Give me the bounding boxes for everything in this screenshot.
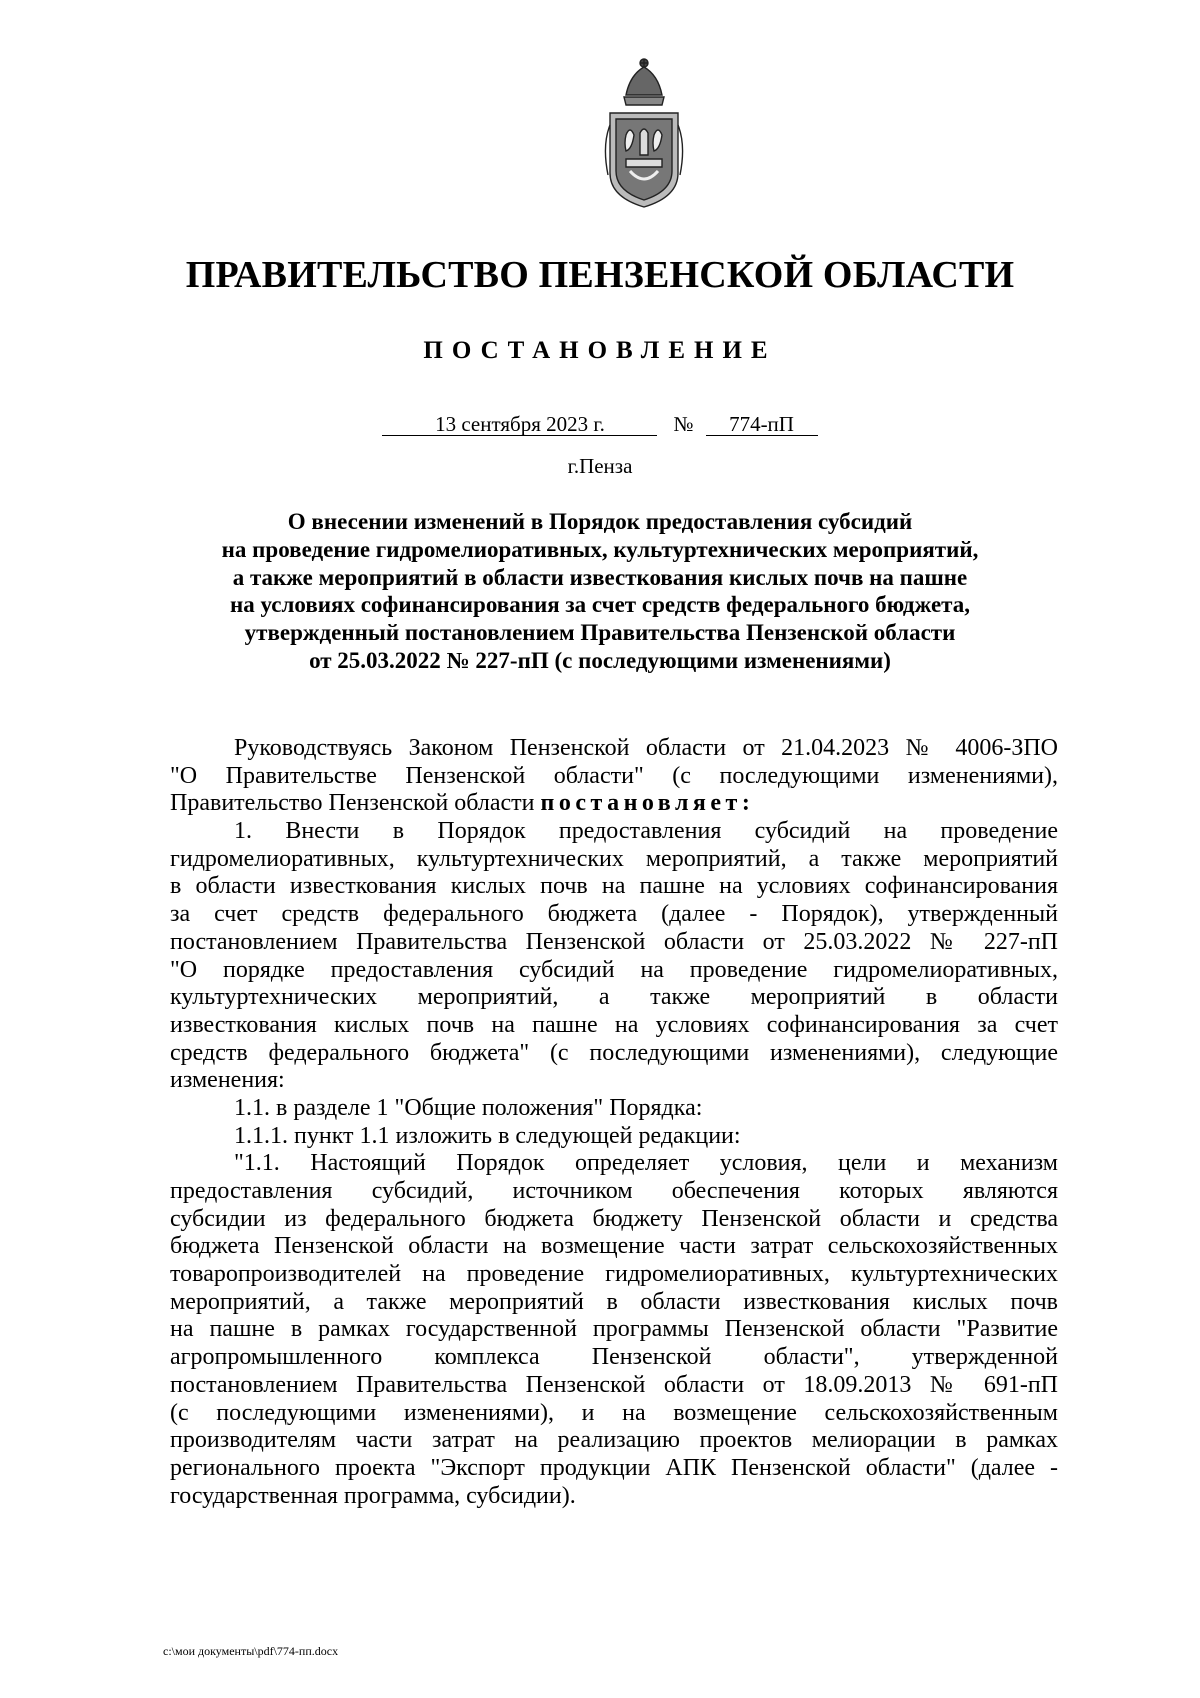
title-line: на проведение гидромелиоративных, культуртехнических мероприятий, xyxy=(221,536,979,562)
document-body xyxy=(170,735,1058,1510)
body-line: "О порядке предоставления субсидий на проведение гидромелиоративных, xyxy=(170,956,1058,983)
file-path-footer: c:\мои документы\pdf\774-пп.docx xyxy=(163,1644,339,1658)
document-title xyxy=(150,508,1050,675)
body-line: 1.1. в разделе 1 "Общие положения" Порядка: xyxy=(234,1094,703,1121)
body-line: "1.1. Настоящий Порядок определяет условия, цели и механизм xyxy=(234,1150,1058,1177)
title-line: от 25.03.2022 № 227-пП (с последующими изменениями) xyxy=(309,647,891,673)
body-line: 1.1.1. пункт 1.1 изложить в следующей редакции: xyxy=(234,1122,741,1149)
body-line: культуртехнических мероприятий, а также мероприятий в области xyxy=(170,984,1058,1011)
body-line: гидромелиоративных, культуртехнических мероприятий, а также мероприятий xyxy=(170,845,1058,872)
government-text: Правительство Пензенской области xyxy=(170,790,535,817)
body-line: агропромышленного комплекса Пензенской области", утвержденной xyxy=(170,1344,1058,1371)
body-line: на пашне в рамках государственной программы Пензенской области "Развитие xyxy=(170,1316,1058,1343)
body-line: известкования кислых почв на пашне на условиях софинансирования за счет xyxy=(170,1011,1058,1038)
body-line: постановлением Правительства Пензенской области от 25.03.2022 № 227-пП xyxy=(170,928,1058,955)
body-line: изменения: xyxy=(170,1067,285,1094)
number-sign: № xyxy=(673,412,694,436)
body-line: постановлением Правительства Пензенской области от 18.09.2013 № 691-пП xyxy=(170,1371,1058,1398)
body-line: за счет средств федерального бюджета (далее - Порядок), утвержденный xyxy=(170,901,1058,928)
body-line: государственная программа, субсидии). xyxy=(170,1482,576,1509)
body-line: субсидии из федерального бюджета бюджету Пензенской области и средства xyxy=(170,1205,1058,1232)
body-line: Руководствуясь Законом Пензенской области от 21.04.2023 № 4006-ЗПО xyxy=(234,735,1058,761)
body-line: в области известкования кислых почв на пашне на условиях софинансирования xyxy=(170,873,1058,900)
body-line xyxy=(170,790,1058,818)
body-line: (с последующими изменениями), и на возмещение сельскохозяйственным xyxy=(170,1399,1058,1426)
body-line: производителям части затрат на реализацию проектов мелиорации в рамках xyxy=(170,1427,1058,1454)
organization-name: ПРАВИТЕЛЬСТВО ПЕНЗЕНСКОЙ ОБЛАСТИ xyxy=(185,254,1015,296)
document-date: 13 сентября 2023 г. xyxy=(382,413,657,436)
title-line: на условиях софинансирования за счет средств федерального бюджета, xyxy=(230,592,970,618)
penza-coat-of-arms-icon xyxy=(596,55,692,215)
title-line: утвержденный постановлением Правительства Пензенской области xyxy=(244,620,956,646)
document-number: 774-пП xyxy=(706,413,818,436)
decree-word: постановляет: xyxy=(540,790,755,817)
date-number-line xyxy=(0,412,1200,437)
body-line: регионального проекта "Экспорт продукции АПК Пензенской области" (далее - xyxy=(170,1454,1058,1481)
body-line: "О Правительстве Пензенской области" (с последующими изменениями), xyxy=(170,762,1058,789)
body-line: бюджета Пензенской области на возмещение части затрат сельскохозяйственных xyxy=(170,1233,1058,1260)
title-line: а также мероприятий в области известкования кислых почв на пашне xyxy=(232,564,968,590)
city: г.Пенза xyxy=(567,454,633,478)
body-line: товаропроизводителей на проведение гидромелиоративных, культуртехнических xyxy=(170,1261,1058,1288)
document-type: ПОСТАНОВЛЕНИЕ xyxy=(423,337,777,364)
body-line: предоставления субсидий, источником обеспечения которых являются xyxy=(170,1178,1058,1204)
body-line: 1. Внести в Порядок предоставления субсидий на проведение xyxy=(234,818,1058,845)
body-line: средств федерального бюджета" (с последующими изменениями), следующие xyxy=(170,1039,1058,1066)
body-line: мероприятий, а также мероприятий в области известкования кислых почв xyxy=(170,1288,1058,1315)
title-line: О внесении изменений в Порядок предоставления субсидий xyxy=(287,509,913,534)
